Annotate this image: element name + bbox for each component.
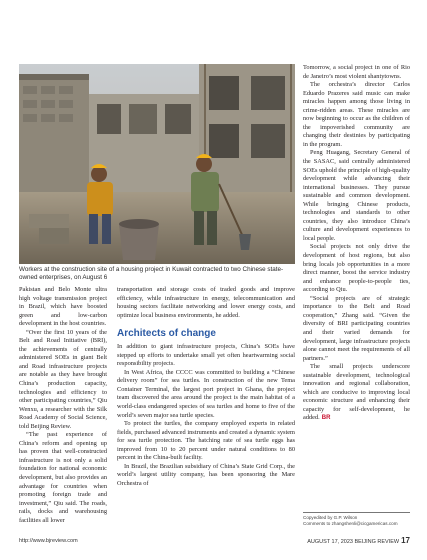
section-heading: Architects of change (117, 328, 216, 340)
paragraph: Tomorrow, a social project in one of Rio de Janeiro’s most violent shantytowns. (303, 64, 410, 80)
paragraph: Peng Huagang, Secretary General of the SASAC, said centrally administered SOEs uphold the principle of high-quality development while advancing their international businesses. They pursue sustainable and common development. While bringing Chinese products, technologies and standards to other countries, they also introduce China’s culture and development experiences to local people. (303, 149, 410, 242)
footer-url[interactable]: http://www.bjreview.com (19, 538, 78, 544)
comments-line[interactable]: Comments to zhangshenli@cicgamericas.com (303, 521, 398, 526)
column-2 (117, 286, 295, 488)
paragraph-text: The small projects underscore sustainable development, technological innovation and regional collaboration, which are conducive to improving local economic structure and enhancing their capacity for self-development, he added. (303, 363, 410, 422)
paragraph: “The past experience of China’s reform and opening up has proven that well-constructed infrastructure is not only a solid foundation for national economic development, but also provides an advantage for countries when promoting foreign trade and investment,” Qiu said. The roads, rails, docks and warehousing facilities all lower (19, 431, 107, 524)
column-1 (19, 286, 107, 525)
paragraph: The orchestra’s director Carlos Eduardo Prazeres said music can make miracles happen among those living in crime-ridden areas. These miracles are now beginning to occur as the children of the impoverished community are changing their destinies by participating in the program. (303, 81, 410, 148)
construction-photo (19, 64, 295, 264)
paragraph: Social projects not only drive the development of host regions, but also bring locals job opportunities in a more direct manner, boost the service industry and enhance people-to-people ties, according to Qiu. (303, 243, 410, 294)
paragraph: To protect the turtles, the company employed experts in related fields, purchased advanced instruments and created a dynamic system for sea turtle protection. The hatching rate of sea turtle eggs has improved from 10 to 20 percent under natural conditions to 80 percent in the China-built facility. (117, 420, 295, 462)
column-3 (303, 64, 410, 423)
paragraph: Pakistan and Belo Monte ultra high voltage transmission project in Brazil, which have boosted green and low-carbon development in the host countries. (19, 286, 107, 328)
paragraph: “Over the first 10 years of the Belt and Road Initiative (BRI), the achievements of centrally administered SOEs in giant Belt and Road infrastructure projects are notable as they have brought China’s production capacity, technologies and efficiency to other participating countries,” Qiu Wenxu, a researcher with the Silk Road Academy of Social Science, told Beijing Review. (19, 328, 107, 430)
copyeditor-line: Copyedited by G.P. Wilson (303, 515, 358, 520)
footer-issue (307, 536, 410, 545)
footer-date: AUGUST 17, 2023 BEIJING REVIEW (307, 539, 400, 545)
paragraph (303, 363, 410, 423)
photo-caption: Workers at the construction site of a housing project in Kuwait contracted to two Chinese state-owned enterprises, on August 6 (19, 266, 284, 282)
paragraph: “Social projects are of strategic importance to the Belt and Road cooperation,” Zhang said. “Given the diversity of BRI participating countries and their varied demands for development, large infrastructure projects alone cannot meet the requirements of all partners.” (303, 294, 410, 362)
end-mark: BR (321, 415, 331, 422)
credits-box (303, 512, 410, 527)
paragraph: In West Africa, the CCCC was committed to building a “Chinese delivery room” for sea turtles. In construction of the new Tema Container Terminal, the largest port project in Ghana, the project team discovered the area around the project is the main habitat of a world-class endangered species of sea turtles and home to five of the world’s seven major sea turtle species. (117, 368, 295, 419)
paragraph: In Brazil, the Brazilian subsidiary of China’s State Grid Corp., the world’s largest utility company, has been sponsoring the Mare Orchestra of (117, 462, 295, 487)
paragraph: In addition to giant infrastructure projects, China’s SOEs have stepped up efforts to undertake small yet often heartwarming social responsibility projects. (117, 343, 295, 368)
paragraph: transportation and storage costs of traded goods and improve efficiency, while infrastructure in energy, telecommunication and housing sectors facilitate networking and lower energy costs, and optimize local business environments, he added. (117, 286, 295, 319)
page-number: 17 (401, 536, 410, 545)
